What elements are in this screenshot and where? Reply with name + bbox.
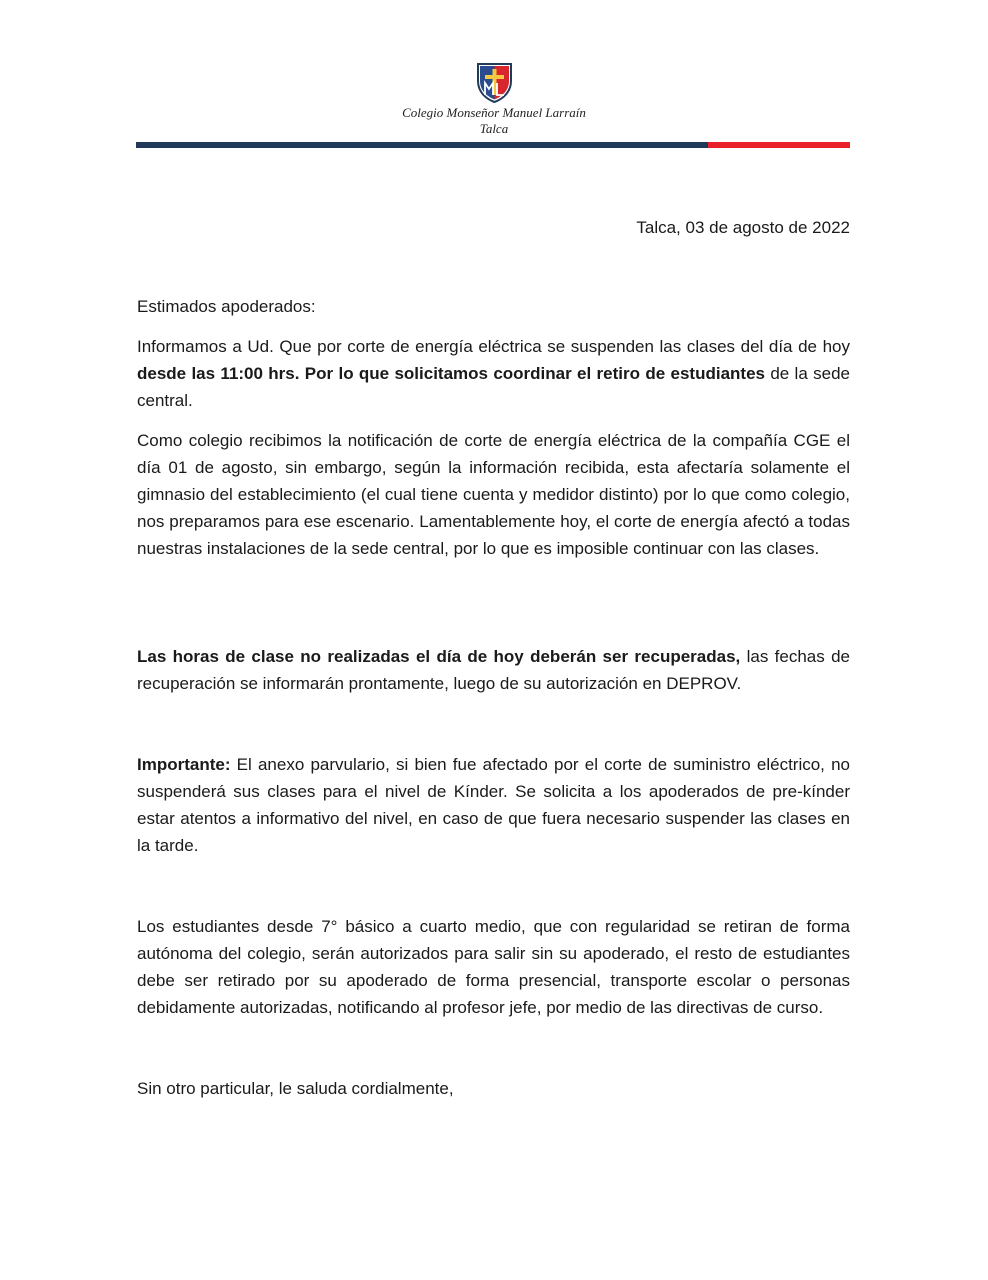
letterhead <box>0 0 988 160</box>
p1-text-b: de la sede central. <box>137 364 850 410</box>
p4-bold: Importante: <box>137 755 231 774</box>
paragraph-announcement <box>137 333 850 414</box>
header-rule-red <box>708 142 850 148</box>
closing: Sin otro particular, le saluda cordialmente, <box>137 1079 454 1098</box>
paragraph-students: Los estudiantes desde 7° básico a cuarto medio, que con regularidad se retiran de forma autónoma del colegio, serán autorizados para salir sin su apoderado, el resto de estudiantes debe ser retirado por su apoderado de forma presencial, transporte escolar o personas debidamente autorizadas, notificando al profesor jefe, por medio de las directivas de curso. <box>137 917 850 1017</box>
p1-text-a: Informamos a Ud. Que por corte de energía eléctrica se suspenden las clases del día de hoy <box>137 337 850 356</box>
paragraph-notification: Como colegio recibimos la notificación de corte de energía eléctrica de la compañía CGE el día 01 de agosto, sin embargo, según la información recibida, esta afectaría solamente el gimnasio del establecimiento (el cual tiene cuenta y medidor distinto) por lo que como colegio, nos preparamos para ese escenario. Lamentablemente hoy, el corte de energía afectó a todas nuestras instalaciones de la sede central, por lo que es imposible continuar con las clases. <box>137 431 850 558</box>
school-crest-icon <box>476 61 513 103</box>
paragraph-important <box>137 751 850 859</box>
letter-date: Talca, 03 de agosto de 2022 <box>636 218 850 237</box>
salutation: Estimados apoderados: <box>137 297 316 316</box>
p1-bold: desde las 11:00 hrs. Por lo que solicitamos coordinar el retiro de estudiantes <box>137 364 765 383</box>
p4-rest: El anexo parvulario, si bien fue afectado por el corte de suministro eléctrico, no suspenderá sus clases para el nivel de Kínder. Se solicita a los apoderados de pre-kínder estar atentos a informativo del nivel, en caso de que fuera necesario suspender las clases en la tarde. <box>137 755 850 855</box>
school-city: Talca <box>479 121 509 136</box>
paragraph-recovery <box>137 643 850 697</box>
p3-bold: Las horas de clase no realizadas el día de hoy deberán ser recuperadas, <box>137 647 741 666</box>
header-rule-blue <box>136 142 708 148</box>
school-name: Colegio Monseñor Manuel Larraín <box>402 105 586 120</box>
p3-rest: las fechas de recuperación se informarán prontamente, luego de su autorización en DEPROV. <box>137 647 850 693</box>
